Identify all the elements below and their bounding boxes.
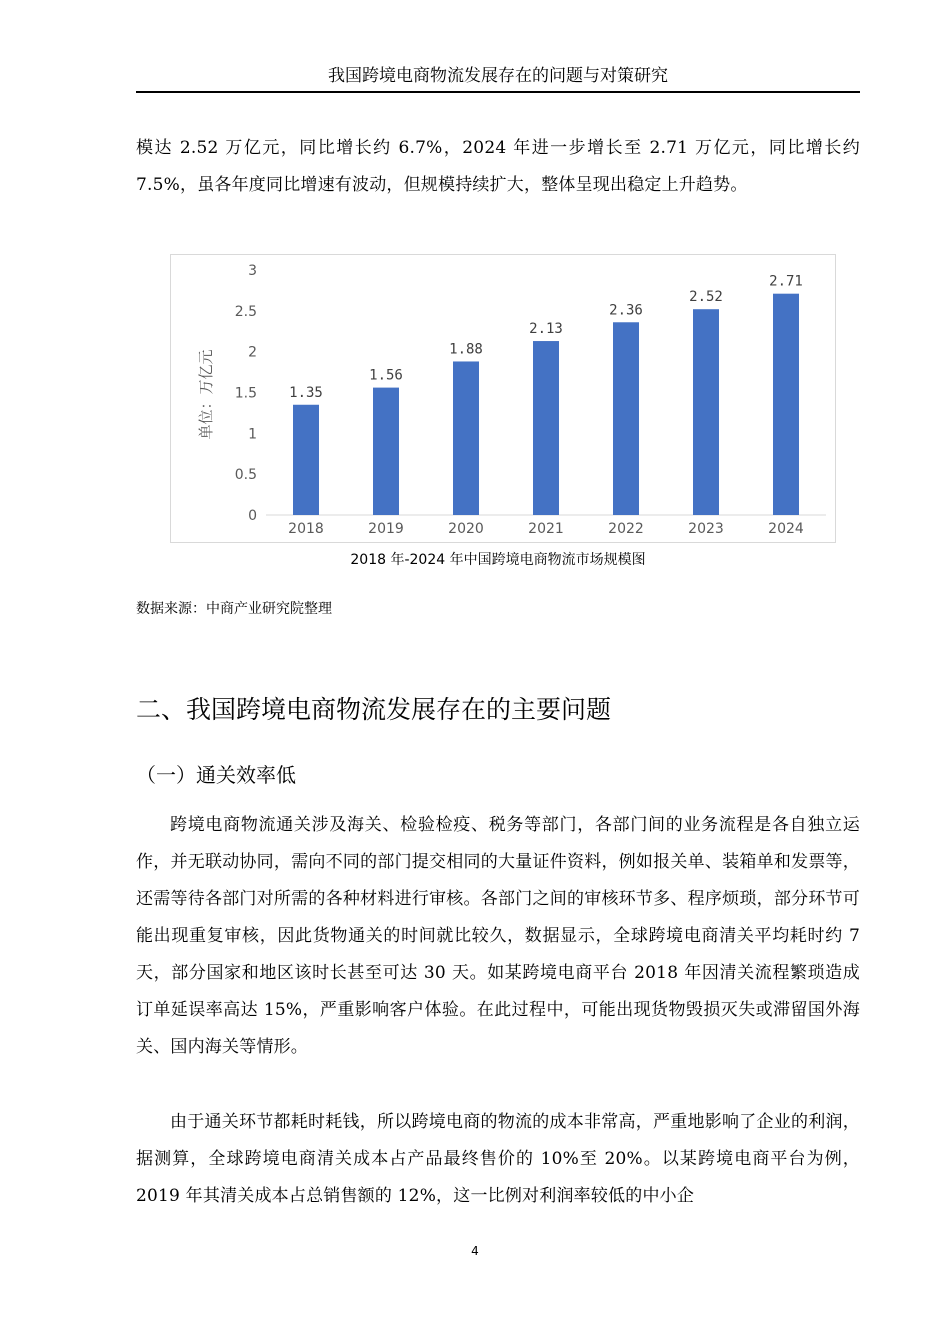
- bar-2020: [453, 361, 479, 515]
- y-tick-label: 1.5: [234, 385, 257, 402]
- data-label-2018: 1.35: [289, 384, 323, 401]
- body-paragraph-1: 跨境电商物流通关涉及海关、检验检疫、税务等部门，各部门间的业务流程是各自独立运作，并无联动协同，需向不同的部门提交相同的大量证件资料，例如报关单、装箱单和发票等，还需等待各部门对所需的各种材料进行审核。各部门之间的审核环节多、程序烦琐，部分环节可能出现重复审核，因此货物通关的时间就比较久，数据显示，全球跨境电商清关平均耗时约 7 天，部分国家和地区该时长甚至可达 30 天。如某跨境电商平台 2018 年因清关流程繁琐造成订单延误率高达 15%，严重影响客户体验。在此过程中，可能出现货物毁损灭失或滞留国外海关、国内海关等情形。: [136, 815, 860, 1057]
- market-size-chart: [170, 254, 836, 543]
- y-tick-label: 0.5: [234, 467, 257, 484]
- y-tick-label: 0: [248, 508, 257, 524]
- x-tick-label-2024: 2024: [768, 521, 804, 537]
- x-tick-label-2023: 2023: [688, 521, 724, 537]
- data-label-2021: 2.13: [529, 321, 563, 338]
- data-label-2022: 2.36: [609, 302, 643, 319]
- x-tick-label-2021: 2021: [528, 521, 564, 537]
- bar-2022: [613, 322, 639, 515]
- y-tick-label: 2: [248, 344, 257, 361]
- section-heading: 二、我国跨境电商物流发展存在的主要问题: [136, 695, 612, 724]
- page-number: 4: [471, 1244, 479, 1258]
- subsection-heading: （一）通关效率低: [136, 763, 296, 787]
- body-paragraph-2: 由于通关环节都耗时耗钱，所以跨境电商的物流的成本非常高，严重地影响了企业的利润，据测算，全球跨境电商清关成本占产品最终售价的 10%至 20%。以某跨境电商平台为例，2019 年其清关成本占总销售额的 12%，这一比例对利润率较低的中小企: [136, 1112, 860, 1206]
- data-label-2020: 1.88: [449, 341, 483, 358]
- bar-2024: [773, 294, 799, 515]
- x-tick-label-2018: 2018: [288, 521, 324, 537]
- y-axis-label: 单位：万亿元: [197, 349, 215, 440]
- data-source: 数据来源：中商产业研究院整理: [136, 601, 332, 617]
- data-label-2019: 1.56: [369, 367, 403, 384]
- x-tick-label-2019: 2019: [368, 521, 404, 537]
- bar-2019: [373, 388, 399, 515]
- x-tick-label-2020: 2020: [448, 521, 484, 537]
- y-tick-label: 2.5: [234, 303, 257, 320]
- y-tick-label: 1: [248, 426, 257, 443]
- bar-2018: [293, 405, 319, 515]
- bar-chart-svg: [171, 255, 835, 542]
- x-tick-label-2022: 2022: [608, 521, 644, 537]
- bar-2023: [693, 309, 719, 515]
- data-label-2023: 2.52: [689, 289, 723, 306]
- page-header: 我国跨境电商物流发展存在的问题与对策研究: [328, 66, 668, 86]
- data-label-2024: 2.71: [769, 273, 803, 290]
- header-rule: [136, 91, 860, 93]
- intro-paragraph: 模达 2.52 万亿元，同比增长约 6.7%，2024 年进一步增长至 2.71 万亿元，同比增长约 7.5%，虽各年度同比增速有波动，但规模持续扩大，整体呈现出稳定上升趋势。: [136, 138, 860, 195]
- bar-2021: [533, 341, 559, 515]
- y-tick-label: 3: [248, 263, 257, 279]
- chart-caption: 2018 年-2024 年中国跨境电商物流市场规模图: [350, 552, 646, 568]
